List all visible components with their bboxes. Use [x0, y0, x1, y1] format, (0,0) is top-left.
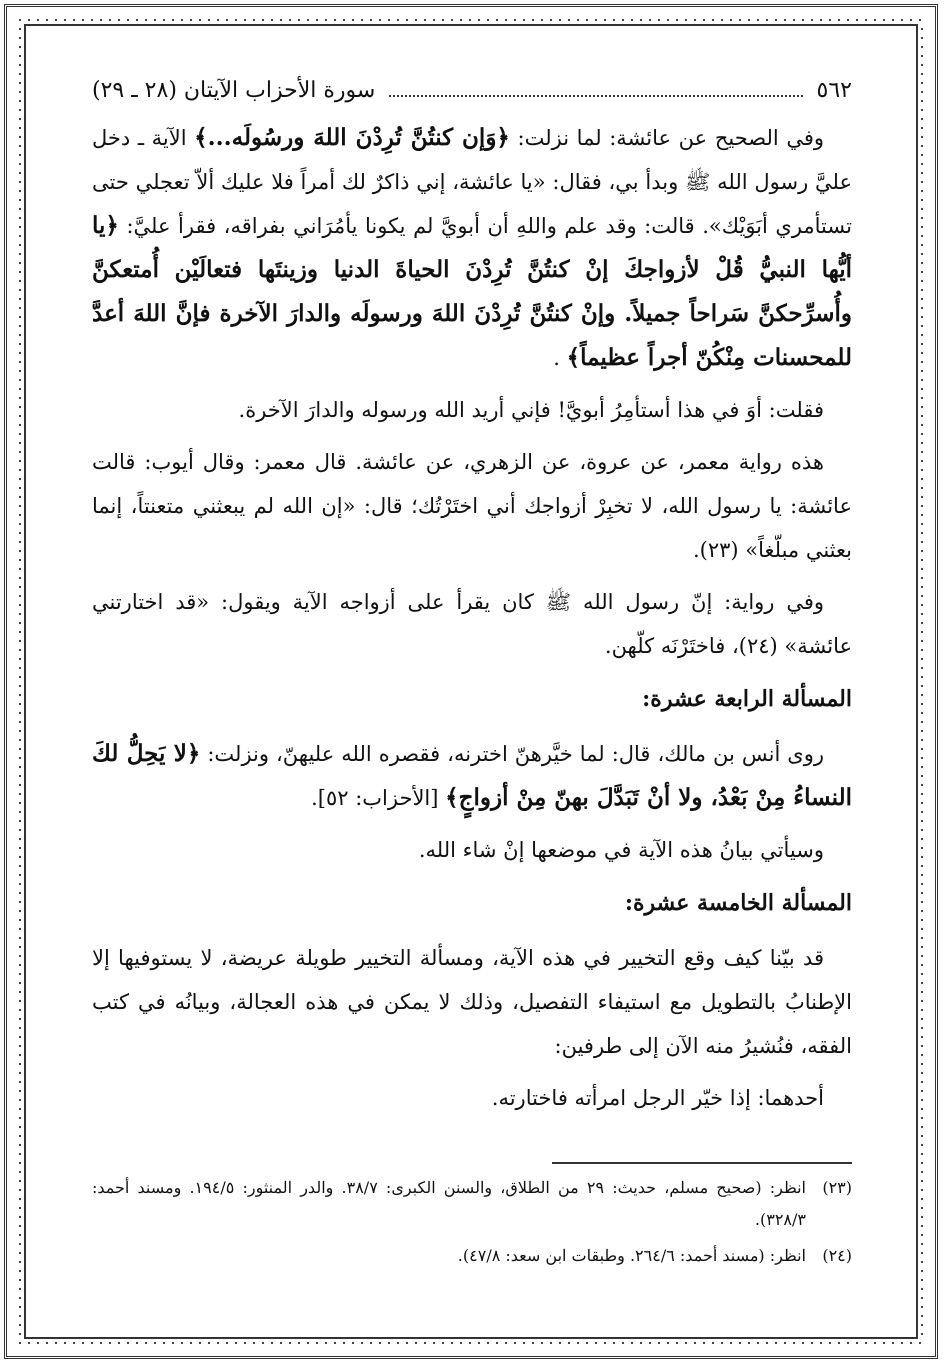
running-title: سورة الأحزاب الآيتان (٢٨ ـ ٢٩)	[92, 77, 376, 103]
footnote-number: (٢٤)	[822, 1246, 852, 1265]
quran-verse-2: ﴿يا أيُّها النبيُّ قُلْ لأزواجكَ إنْ كنتُنَّ تُرِدْنَ الحياةَ الدنيا وزينتَها فتعالَيْن أُمتعكنَّ وأُسرِّحكنَّ سَراحاً جميلاً. وإنْ كنتُنَّ تُرِدْنَ اللهَ ورسولَه والدارَ الآخرة فإنَّ اللهَ أعدَّ للمحسنات مِنْكُنّ أجراً عظيماً﴾	[92, 212, 852, 371]
paragraph-8: أحدهما: إذا خيّر الرجل امرأته فاختارته.	[491, 1086, 824, 1110]
paragraph-7: قد بيّنا كيف وقع التخيير في هذه الآية، ومسألة التخيير طويلة عريضة، لا يستوفيها إلا الإطنابُ بالتطويل مع استيفاء التفصيل، وذلك لا يمكن في هذه العجالة، وبيانُه في كتب الفقه، فنُشيرُ منه الآن إلى طرفين:	[92, 946, 852, 1058]
paragraph-4: وفي رواية: إنّ رسول الله ﷺ كان يقرأ على أزواجه الآية ويقول: «قد اختارتني عائشة» (٢٤)، فاختَرْنَه كلّهن.	[92, 590, 852, 658]
paragraph-6: وسيأتي بيانُ هذه الآية في موضعها إنْ شاء الله.	[418, 838, 824, 862]
footnotes	[92, 1162, 852, 1276]
footnote-text: انظر: (مسند أحمد: ٢٦٤/٦. وطبقات ابن سعد: ٤٧/٨).	[457, 1246, 806, 1265]
paragraph-5	[92, 732, 852, 820]
verse-reference: [الأحزاب: ٥٢].	[311, 786, 439, 810]
section-heading-14: المسألة الرابعة عشرة:	[642, 686, 852, 712]
footnote-text: انظر: (صحيح مسلم، حديث: ٢٩ من الطلاق، والسنن الكبرى: ٣٨/٧. والدر المنثور: ١٩٤/٥. ومسند أحمد: ٣٢٨/٣).	[92, 1178, 806, 1229]
quran-verse-1: ﴿وَإن كنتُنَّ تُرِدْنَ اللهَ ورسُولَه...﴾	[194, 124, 510, 151]
footnote-number: (٢٣)	[822, 1178, 852, 1197]
footnote-23	[92, 1172, 852, 1236]
header-dots	[389, 83, 802, 97]
page-number: ٥٦٢	[816, 77, 852, 103]
page-header	[92, 70, 852, 110]
paragraph-1-intro: وفي الصحيح عن عائشة: لما نزلت:	[517, 126, 825, 150]
paragraph-3: هذه رواية معمر، عن عروة، عن الزهري، عن عائشة. قال معمر: وقال أيوب: قالت عائشة: يا رسول الله، لا تخبِرْ أزواجك أني اختَرْتُك؛ قال: «إن الله لم يبعثني متعنتاً، إنما بعثني مبلّغاً» (٢٣).	[92, 450, 852, 562]
footnote-24	[92, 1240, 852, 1272]
paragraph-1	[92, 116, 852, 380]
page-content	[92, 70, 852, 1128]
paragraph-1-end: .	[553, 346, 560, 370]
section-heading-15: المسألة الخامسة عشرة:	[624, 890, 852, 916]
paragraph-1-continuation: الآية ـ دخل عليَّ رسول الله ﷺ وبدأ بي، فقال: «يا عائشة، إني ذاكرٌ لك أمراً فلا عليك ألاّ تعجلي حتى تستأمري أبَوَيْك». قالت: وقد علم واللهِ أن أبويَّ لم يكونا يأمُرَاني بفراقه، فقرأ عليَّ:	[92, 126, 852, 238]
footnote-rule	[552, 1162, 852, 1164]
paragraph-2: فقلت: أوَ في هذا أستأمِرُ أبويَّ! فإني أريد الله ورسوله والدارَ الآخرة.	[238, 398, 824, 422]
paragraph-5-intro: روى أنس بن مالك، قال: لما خيَّرهنّ اخترنه، فقصره الله عليهنّ، ونزلت:	[207, 742, 824, 766]
quran-verse-3: ﴿لا يَحِلُّ لكَ النساءُ مِنْ بَعْدُ، ولا أنْ تَبَدَّلَ بهنّ مِنْ أزواجٍ﴾	[92, 740, 852, 811]
